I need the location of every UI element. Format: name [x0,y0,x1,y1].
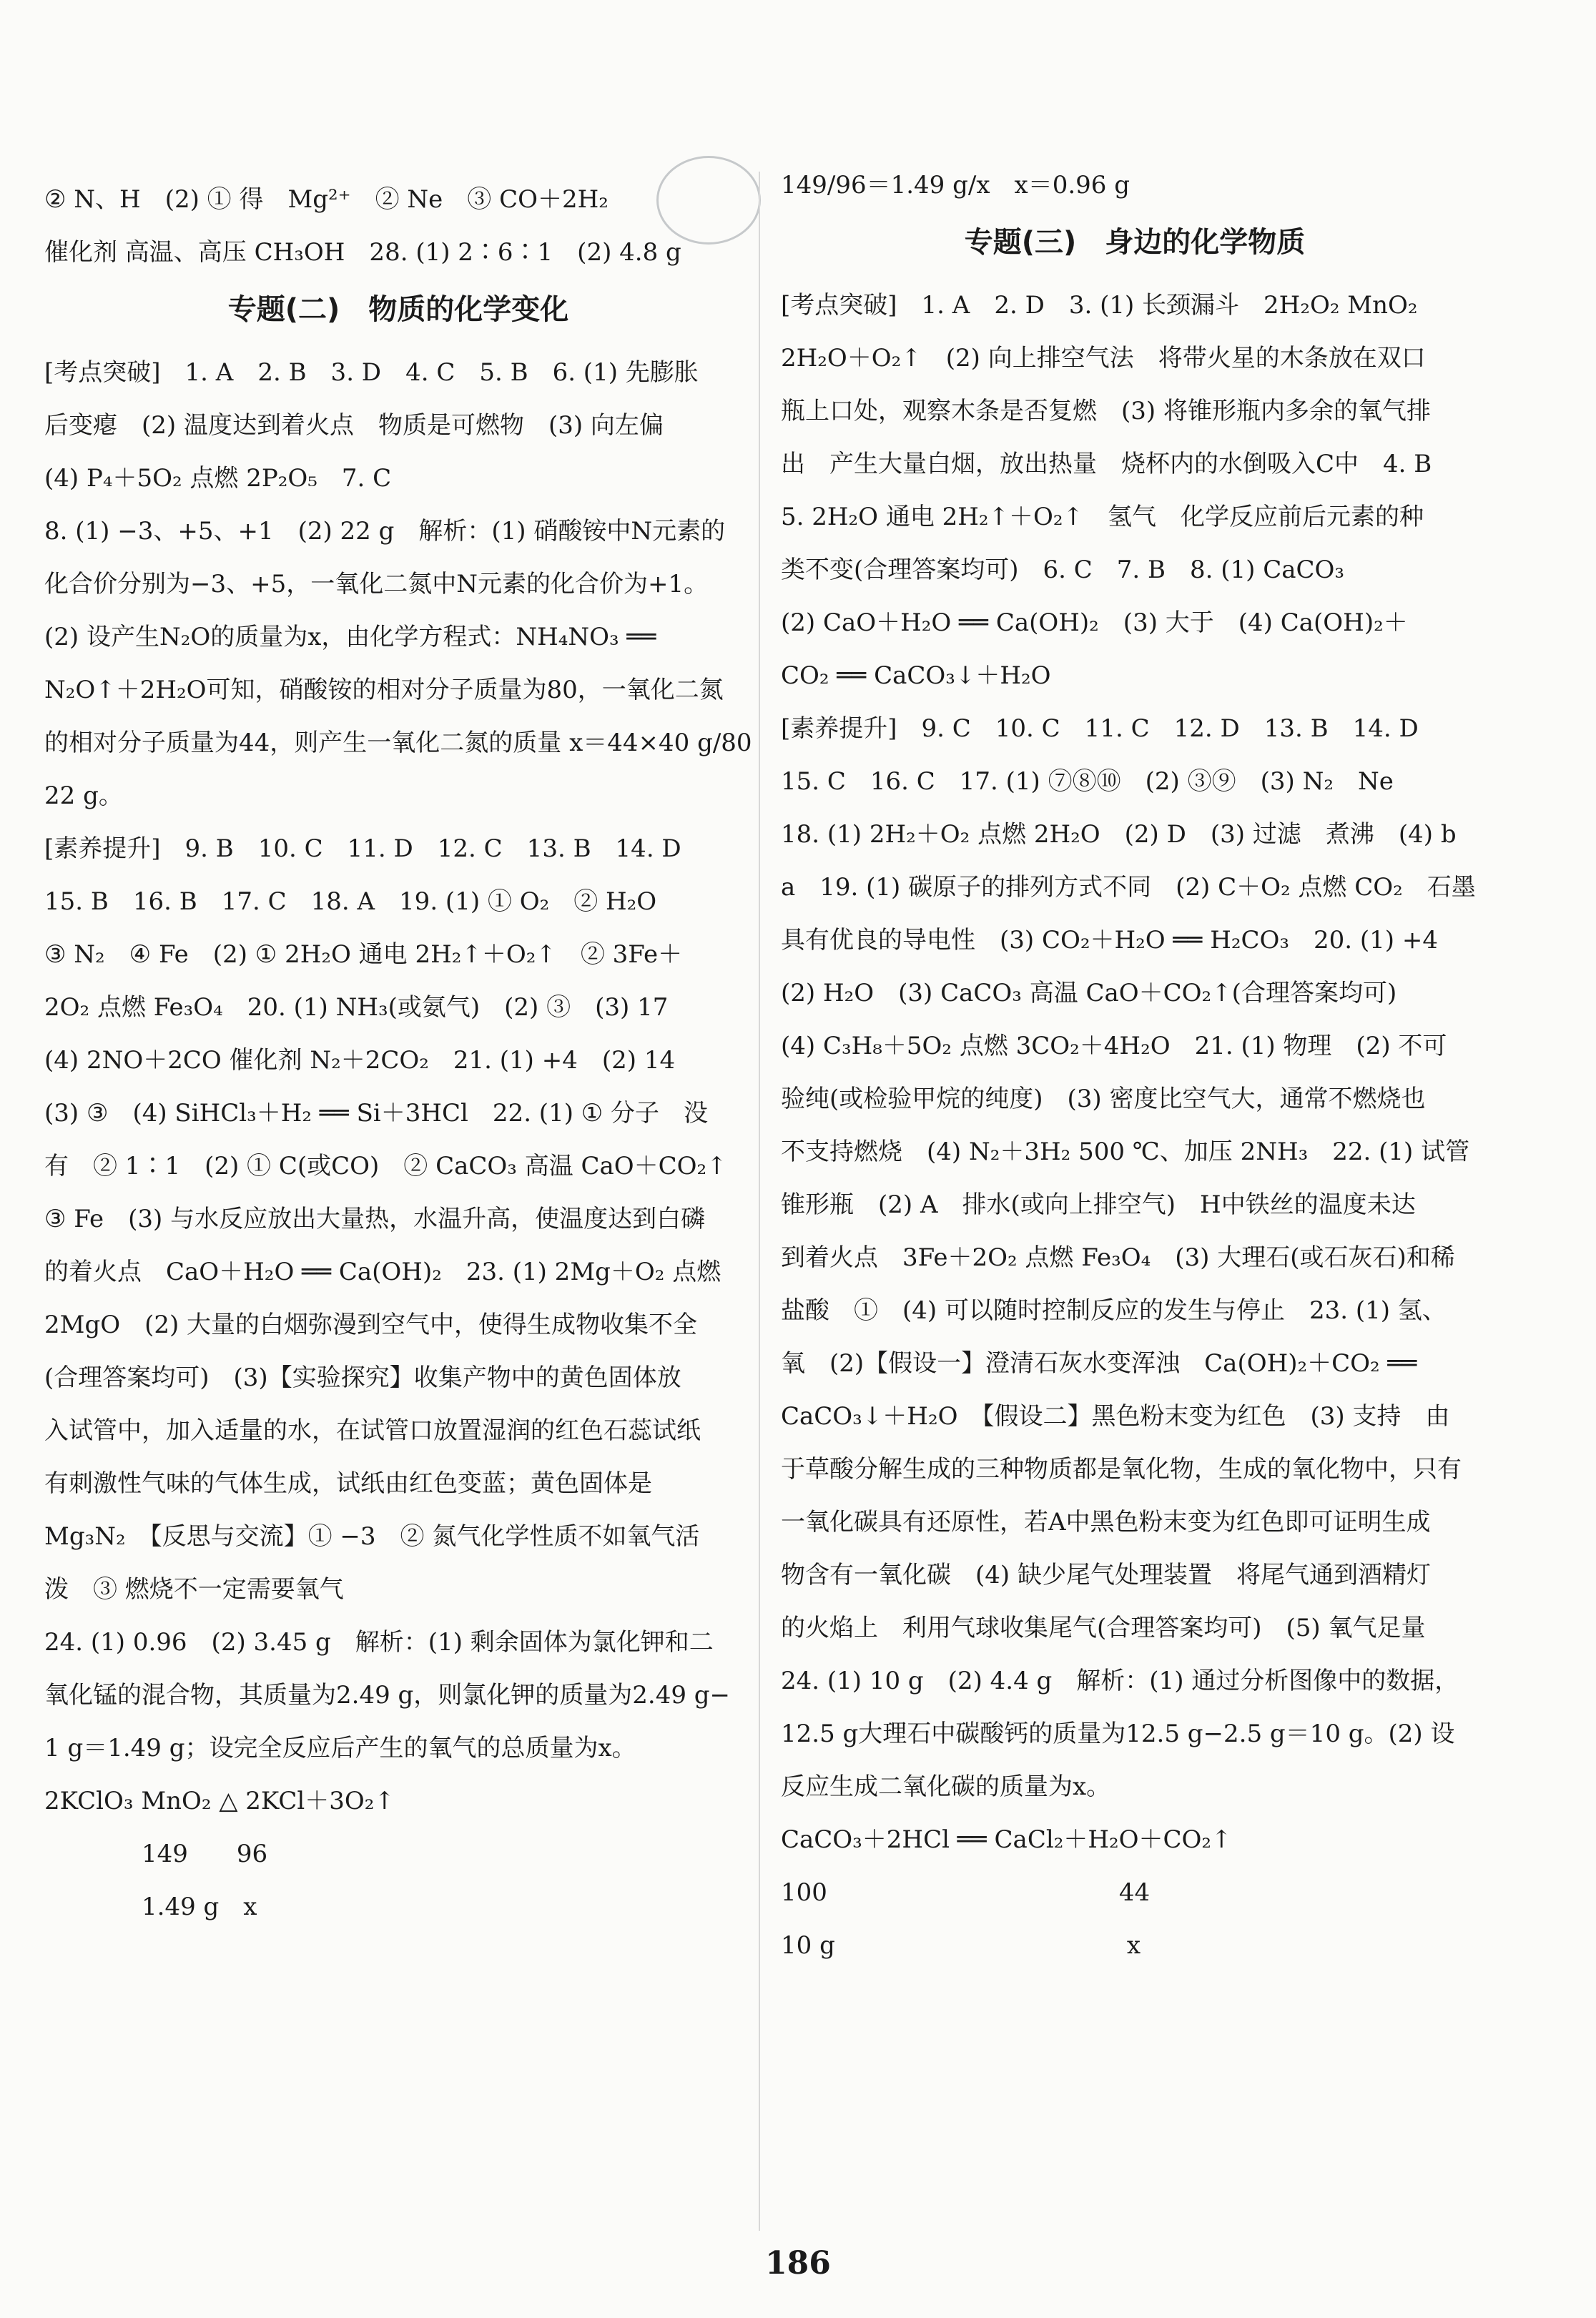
answer-line: 2KClO₃ MnO₂ △ 2KCl＋3O₂↑ [44,1787,395,1815]
answer-line: (4) 2NO＋2CO 催化剂 N₂＋2CO₂ 21. (1) +4 (2) 14 [44,1046,676,1075]
answer-line: 验纯(或检验甲烷的纯度) (3) 密度比空气大，通常不燃烧也 [781,1085,1426,1113]
answer-line: (4) C₃H₈＋5O₂ 点燃 3CO₂＋4H₂O 21. (1) 物理 (2) 不可 [781,1032,1447,1060]
answer-line: (4) P₄＋5O₂ 点燃 2P₂O₅ 7. C [44,464,392,493]
answer-line: (2) 设产生N₂O的质量为x，由化学方程式：NH₄NO₃ ══ [44,623,656,651]
answer-line: 15. C 16. C 17. (1) ⑦⑧⑩ (2) ③⑨ (3) N₂ Ne [781,767,1394,796]
answer-line: Mg₃N₂ 【反思与交流】① −3 ② 氮气化学性质不如氧气活 [44,1522,700,1551]
answer-line: CaCO₃＋2HCl ══ CaCl₂＋H₂O＋CO₂↑ [781,1825,1232,1854]
answer-line: 149 96 [44,1840,268,1868]
answer-line: 反应生成二氧化碳的质量为x。 [781,1772,1111,1801]
section-heading-2: 专题(二) 物质的化学变化 [227,293,569,326]
answer-line: 盐酸 ① (4) 可以随时控制反应的发生与停止 23. (1) 氢、 [781,1296,1447,1325]
answer-line: 氧化锰的混合物，其质量为2.49 g，则氯化钾的质量为2.49 g− [44,1681,731,1710]
left-column [44,182,752,1943]
answer-line: CaCO₃↓＋H₂O 【假设二】黑色粉末变为红色 (3) 支持 由 [781,1402,1450,1431]
answer-line: 1.49 g x [44,1893,257,1921]
answer-line: 10 g x [781,1931,1141,1960]
answer-line: 后变瘪 (2) 温度达到着火点 物质是可燃物 (3) 向左偏 [44,411,664,440]
left-intro-line: ② N、H (2) ① 得 Mg²⁺ ② Ne ③ CO＋2H₂ [44,185,609,214]
answer-line: 的火焰上 利用气球收集尾气(合理答案均可) (5) 氧气足量 [781,1614,1426,1642]
answer-line: CO₂ ══ CaCO₃↓＋H₂O [781,661,1051,690]
answer-line: N₂O↑＋2H₂O可知，硝酸铵的相对分子质量为80，一氧化二氮 [44,676,724,704]
answer-line: 的着火点 CaO＋H₂O ══ Ca(OH)₂ 23. (1) 2Mg＋O₂ 点燃 [44,1258,721,1286]
answer-line: 2H₂O＋O₂↑ (2) 向上排空气法 将带火星的木条放在双口 [781,344,1426,373]
answer-line: ③ N₂ ④ Fe (2) ① 2H₂O 通电 2H₂↑＋O₂↑ ② 3Fe＋ [44,940,683,969]
answer-line: 氧 (2)【假设一】澄清石灰水变浑浊 Ca(OH)₂＋CO₂ ══ [781,1349,1417,1378]
answer-line: 有刺激性气味的气体生成，试纸由红色变蓝；黄色固体是 [44,1469,652,1498]
answer-line: 泼 ③ 燃烧不一定需要氧气 [44,1575,344,1604]
answer-line: 于草酸分解生成的三种物质都是氧化物，生成的氧化物中，只有 [781,1455,1462,1484]
answer-line: [素养提升] 9. C 10. C 11. C 12. D 13. B 14. D [781,714,1419,743]
answer-line: 12.5 g大理石中碳酸钙的质量为12.5 g−2.5 g＝10 g。(2) 设 [781,1720,1455,1748]
answer-line: 入试管中，加入适量的水，在试管口放置湿润的红色石蕊试纸 [44,1416,701,1445]
answer-line: [考点突破] 1. A 2. D 3. (1) 长颈漏斗 2H₂O₂ MnO₂ [781,291,1418,320]
answer-line: 22 g。 [44,781,123,810]
answer-line: 一氧化碳具有还原性，若A中黑色粉末变为红色即可证明生成 [781,1508,1431,1537]
answer-line: 5. 2H₂O 通电 2H₂↑＋O₂↑ 氢气 化学反应前后元素的种 [781,503,1424,531]
answer-line: 物含有一氧化碳 (4) 缺少尾气处理装置 将尾气通到酒精灯 [781,1561,1431,1589]
answer-line: 8. (1) −3、+5、+1 (2) 22 g 解析：(1) 硝酸铵中N元素的 [44,517,726,546]
answer-line: 出 产生大量白烟，放出热量 烧杯内的水倒吸入C中 4. B [781,450,1432,478]
answer-line: 2O₂ 点燃 Fe₃O₄ 20. (1) NH₃(或氨气) (2) ③ (3) 17 [44,993,669,1022]
answer-line: 2MgO (2) 大量的白烟弥漫到空气中，使得生成物收集不全 [44,1311,698,1339]
answer-line: 到着火点 3Fe＋2O₂ 点燃 Fe₃O₄ (3) 大理石(或石灰石)和稀 [781,1243,1455,1272]
right-intro-line: 149/96＝1.49 g/x x＝0.96 g [781,171,1130,199]
answer-line: 锥形瓶 (2) A 排水(或向上排空气) H中铁丝的温度未达 [781,1190,1416,1219]
answer-line: 具有优良的导电性 (3) CO₂＋H₂O ══ H₂CO₃ 20. (1) +4 [781,926,1438,955]
answer-line: (2) CaO＋H₂O ══ Ca(OH)₂ (3) 大于 (4) Ca(OH)₂＋ [781,608,1408,637]
answer-line: [素养提升] 9. B 10. C 11. D 12. C 13. B 14. D [44,834,681,863]
answer-line: [考点突破] 1. A 2. B 3. D 4. C 5. B 6. (1) 先膨胀 [44,358,699,387]
answer-line: 100 44 [781,1878,1151,1907]
page-number: 186 [765,2245,831,2282]
answer-line: 瓶上口处，观察木条是否复燃 (3) 将锥形瓶内多余的氧气排 [781,397,1431,425]
answer-line: (3) ③ (4) SiHCl₃＋H₂ ══ Si＋3HCl 22. (1) ① 分子 没 [44,1099,709,1128]
answer-line: 不支持燃烧 (4) N₂＋3H₂ 500 ℃、加压 2NH₃ 22. (1) 试管 [781,1138,1470,1166]
answer-line: 类不变(合理答案均可) 6. C 7. B 8. (1) CaCO₃ [781,556,1345,584]
answer-line: 24. (1) 0.96 (2) 3.45 g 解析：(1) 剩余固体为氯化钾和二 [44,1628,714,1657]
answer-line: a 19. (1) 碳原子的排列方式不同 (2) C＋O₂ 点燃 CO₂ 石墨 [781,873,1476,902]
answer-line: 有 ② 1∶1 (2) ① C(或CO) ② CaCO₃ 高温 CaO＋CO₂↑ [44,1152,727,1180]
answer-line: 24. (1) 10 g (2) 4.4 g 解析：(1) 通过分析图像中的数据， [781,1667,1459,1695]
left-intro-line: 催化剂 高温、高压 CH₃OH 28. (1) 2∶6∶1 (2) 4.8 g [44,238,681,267]
column-divider [759,172,760,2231]
answer-line: (2) H₂O (3) CaCO₃ 高温 CaO＋CO₂↑(合理答案均可) [781,979,1397,1007]
answer-line: 1 g＝1.49 g；设完全反应后产生的氧气的总质量为x。 [44,1734,636,1762]
section-heading-3: 专题(三) 身边的化学物质 [964,226,1306,259]
answer-line: ③ Fe (3) 与水反应放出大量热，水温升高，使温度达到白磷 [44,1205,706,1233]
answer-line: 的相对分子质量为44，则产生一氧化二氮的质量 x＝44×40 g/80 [44,729,752,757]
right-answer-lines [781,288,1489,1963]
left-answer-lines [44,355,752,1924]
answer-line: 化合价分别为−3、+5，一氧化二氮中N元素的化合价为+1。 [44,570,709,598]
answer-line: (合理答案均可) (3)【实验探究】收集产物中的黄色固体放 [44,1363,681,1392]
answer-line: 15. B 16. B 17. C 18. A 19. (1) ① O₂ ② H₂O [44,887,657,916]
answer-line: 18. (1) 2H₂＋O₂ 点燃 2H₂O (2) D (3) 过滤 煮沸 (4) b [781,820,1457,849]
right-column [781,168,1489,1981]
